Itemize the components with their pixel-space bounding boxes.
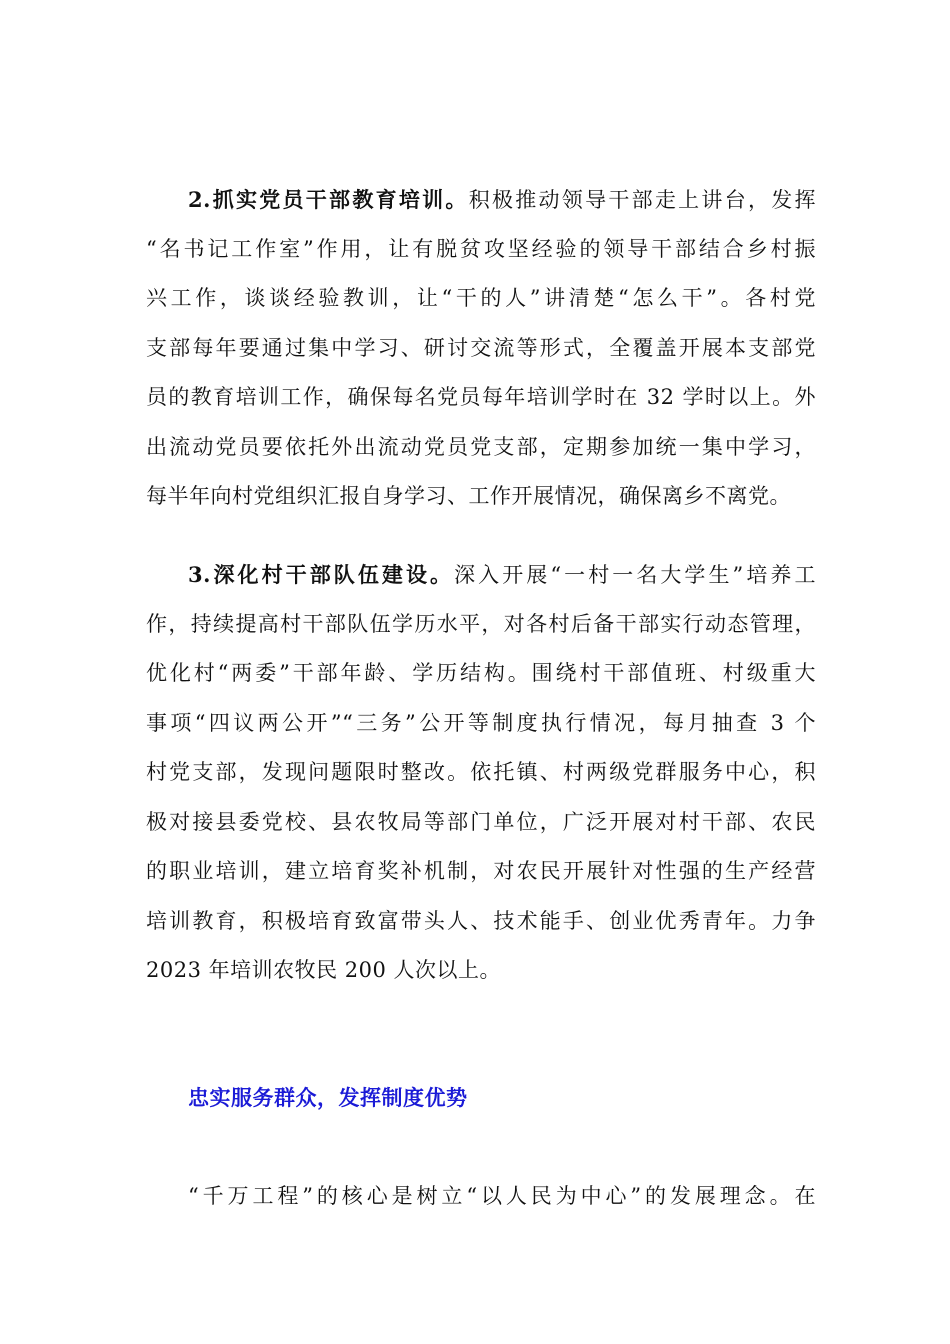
paragraph-village-cadre-building: [146, 550, 816, 996]
paragraph-line: 的职业培训，建立培育奖补机制，对农民开展针对性强的生产经营: [146, 859, 816, 883]
section-heading: 忠实服务群众，发挥制度优势: [188, 1085, 468, 1110]
paragraph-line: 优化村“两委”干部年龄、学历结构。围绕村干部值班、村级重大: [146, 661, 816, 685]
paragraph-line: 员的教育培训工作，确保每名党员每年培训学时在 32 学时以上。外: [146, 385, 816, 409]
paragraph-line: “名书记工作室”作用，让有脱贫攻坚经验的领导干部结合乡村振: [146, 236, 816, 261]
paragraph-line: 出流动党员要依托外出流动党员党支部，定期参加统一集中学习，: [146, 434, 816, 459]
paragraph-lead-heading: 2.抓实党员干部教育培训。: [188, 187, 469, 212]
paragraph-lead-heading: 3.深化村干部队伍建设。: [188, 562, 455, 587]
paragraph-line: 3.深化村干部队伍建设。深入开展“一村一名大学生”培养工: [188, 562, 816, 587]
paragraph-line: 每半年向村党组织汇报自身学习、工作开展情况，确保离乡不离党。: [146, 484, 791, 508]
paragraph-line: 兴工作，谈谈经验教训，让“干的人”讲清楚“怎么干”。各村党: [146, 286, 816, 310]
paragraph-line: 事项“四议两公开”“三务”公开等制度执行情况，每月抽查 3 个: [146, 710, 816, 735]
paragraph-core-concept: [146, 1172, 816, 1222]
paragraph-line: 极对接县委党校、县农牧局等部门单位，广泛开展对村干部、农民: [146, 809, 816, 834]
paragraph-line: 2.抓实党员干部教育培训。积极推动领导干部走上讲台，发挥: [188, 187, 817, 212]
paragraph-line: 2023 年培训农牧民 200 人次以上。: [146, 958, 502, 982]
paragraph-party-member-training: [146, 175, 816, 522]
paragraph-line: “千万工程”的核心是树立“以人民为中心”的发展理念。在: [188, 1184, 816, 1208]
paragraph-line: 培训教育，积极培育致富带头人、技术能手、创业优秀青年。力争: [146, 908, 816, 933]
paragraph-line: 支部每年要通过集中学习、研讨交流等形式，全覆盖开展本支部党: [146, 335, 816, 360]
paragraph-line: 村党支部，发现问题限时整改。依托镇、村两级党群服务中心，积: [146, 760, 816, 784]
paragraph-line: 作，持续提高村干部队伍学历水平，对各村后备干部实行动态管理，: [146, 611, 816, 636]
